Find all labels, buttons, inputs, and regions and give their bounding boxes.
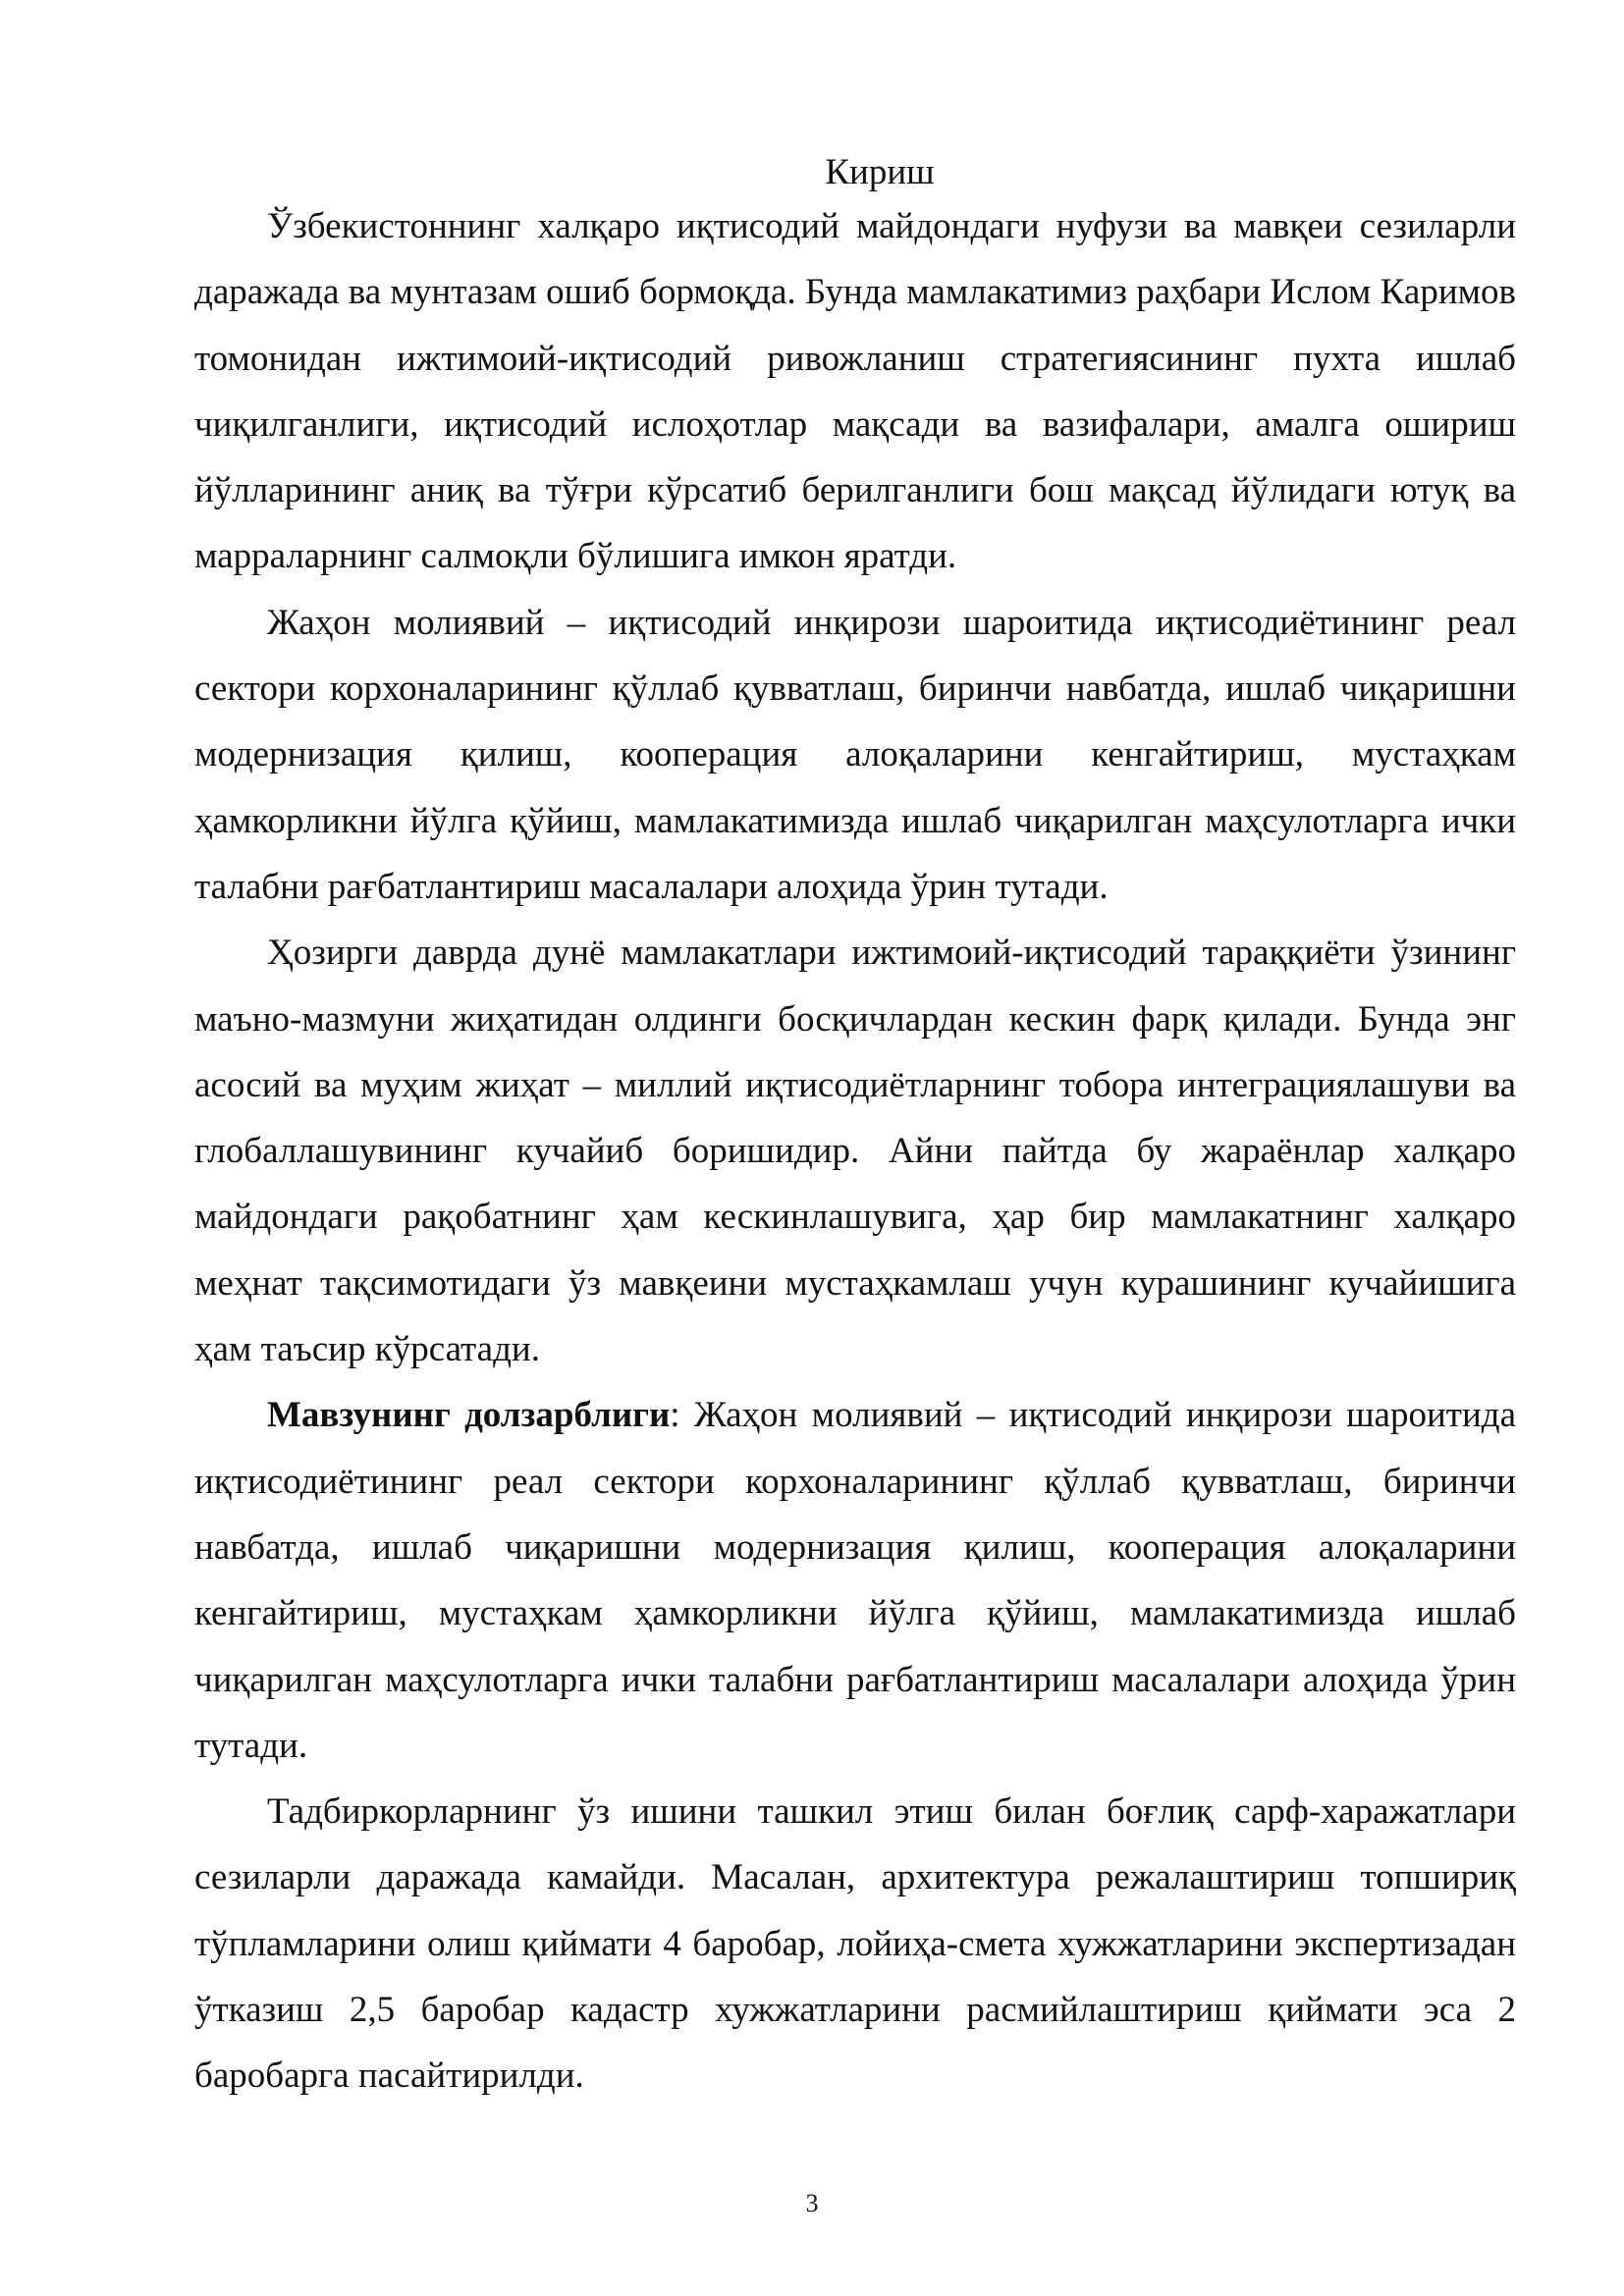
document-body (194, 152, 1516, 2109)
paragraph-4-text: : Жаҳон молиявий – иқтисодий инқирози шароитида иқтисодиётининг реал сектори корхоналарининг қўллаб қувватлаш, биринчи навбатда, ишлаб чиқаришни модернизация қилиш, кооперация алоқаларини кенгайтириш, мустаҳкам ҳамкорликни йўлга қўйиш, мамлакатимизда ишлаб чиқарилган маҳсулотларга ички талабни рағбатлантириш масалалари алоҳида ўрин тутади. (194, 1395, 1516, 1766)
topic-relevance-heading: Мавзунинг долзарблиги (267, 1395, 671, 1436)
page-number: 3 (805, 2189, 819, 2217)
paragraph-2: Жаҳон молиявий – иқтисодий инқирози шароитида иқтисодиётининг реал сектори корхоналарининг қўллаб қувватлаш, биринчи навбатда, ишлаб чиқаришни модернизация қилиш, кооперация алоқаларини кенгайтириш, мустаҳкам ҳамкорликни йўлга қўйиш, мамлакатимизда ишлаб чиқарилган маҳсулотларга ички талабни рағбатлантириш масалалари алоҳида ўрин тутади. (194, 602, 1516, 907)
page-title: Кириш (825, 152, 935, 192)
paragraph-5: Тадбиркорларнинг ўз ишини ташкил этиш билан боғлиқ сарф-харажатлари сезиларли даражада камайди. Масалан, архитектура режалаштириш топшириқ тўпламларини олиш қиймати 4 баробар, лойиҳа-смета хужжатларини экспертизадан ўтказиш 2,5 баробар кадастр хужжатларини расмийлаштириш қиймати эса 2 баробарга пасайтирилди. (194, 1791, 1516, 2097)
paragraph-1: Ўзбекистоннинг халқаро иқтисодий майдондаги нуфузи ва мавқеи сезиларли даражада ва мунтазам ошиб бормоқда. Бунда мамлакатимиз раҳбари Ислом Каримов томонидан ижтимоий-иқтисодий ривожланиш стратегиясининг пухта ишлаб чиқилганлиги, иқтисодий ислоҳотлар мақсади ва вазифалари, амалга ошириш йўлларининг аниқ ва тўғри кўрсатиб берилганлиги бош мақсад йўлидаги ютуқ ва марраларнинг салмоқли бўлишига имкон яратди. (194, 206, 1516, 577)
paragraph-3: Ҳозирги даврда дунё мамлакатлари ижтимоий-иқтисодий тараққиёти ўзининг маъно-мазмуни жиҳатидан олдинги босқичлардан кескин фарқ қилади. Бунда энг асосий ва муҳим жиҳат – миллий иқтисодиётларнинг тобора интеграциялашуви ва глобаллашувининг кучайиб боришидир. Айни пайтда бу жараёнлар халқаро майдондаги рақобатнинг ҳам кескинлашувига, ҳар бир мамлакатнинг халқаро меҳнат тақсимотидаги ўз мавқеини мустаҳкамлаш учун курашининг кучайишига ҳам таъсир кўрсатади. (194, 933, 1516, 1370)
paragraph-4 (194, 1382, 1516, 1779)
